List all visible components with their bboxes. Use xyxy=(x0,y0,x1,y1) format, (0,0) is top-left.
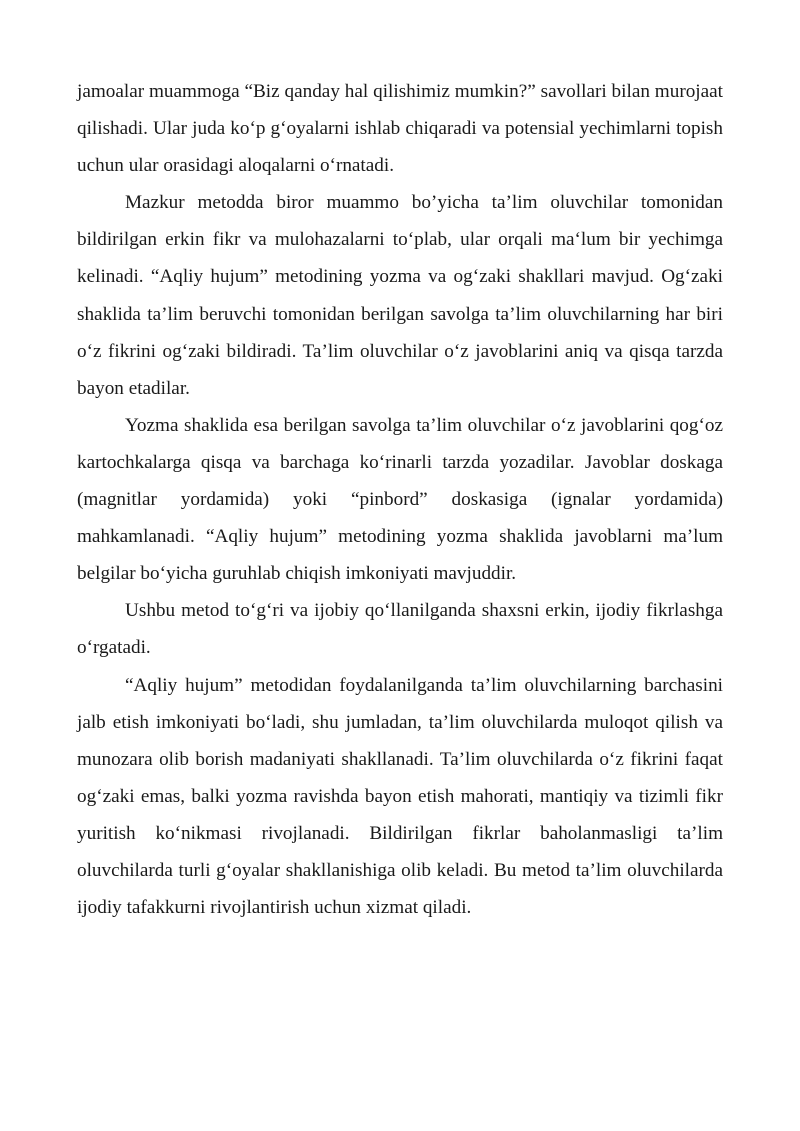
paragraph-method-description: Mazkur metodda biror muammo boʼyicha taʼlim oluvchilar tomonidan bildirilgan erkin fikr va mulohazalarni toʻplab, ular orqali maʻlum bir yechimga kelinadi. “Aqliy hujum” metodining yozma va ogʻzaki shakllari mavjud. Ogʻzaki shaklida taʼlim beruvchi tomonidan berilgan savolga taʼlim oluvchilarning har biri oʻz fikrini ogʻzaki bildiradi. Taʼlim oluvchilar oʻz javoblarini aniq va qisqa tarzda bayon etadilar. xyxy=(77,192,723,399)
paragraph-method-benefit: Ushbu metod toʻgʻri va ijobiy qoʻllanilganda shaxsni erkin, ijodiy fikrlashga oʻrgatadi. xyxy=(77,600,723,659)
paragraph-written-form: Yozma shaklida esa berilgan savolga taʼlim oluvchilar oʻz javoblarini qogʻoz kartochkalarga qisqa va barchaga koʻrinarli tarzda yozadilar. Javoblar doskaga (magnitlar yordamida) yoki “pinbord” doskasiga (ignalar yordamida) mahkamlanadi. “Aqliy hujum” metodining yozma shaklida javoblarni maʼlum belgilar boʻyicha guruhlab chiqish imkoniyati mavjuddir. xyxy=(77,414,723,585)
paragraph-conclusion: “Aqliy hujum” metodidan foydalanilganda taʼlim oluvchilarning barchasini jalb etish imkoniyati boʻladi, shu jumladan, taʼlim oluvchilarda muloqot qilish va munozara olib borish madaniyati shakllanadi. Taʼlim oluvchilarda oʻz fikrini faqat ogʻzaki emas, balki yozma ravishda bayon etish mahorati, mantiqiy va tizimli fikr yuritish koʻnikmasi rivojlanadi. Bildirilgan fikrlar baholanmasligi taʼlim oluvchilarda turli gʻoyalar shakllanishiga olib keladi. Bu metod taʼlim oluvchilarda ijodiy tafakkurni rivojlantirish uchun xizmat qiladi. xyxy=(77,674,723,919)
document-body xyxy=(77,73,723,926)
paragraph-continuation: jamoalar muammoga “Biz qanday hal qilishimiz mumkin?” savollari bilan murojaat qilishadi. Ular juda koʻp gʻoyalarni ishlab chiqaradi va potensial yechimlarni topish uchun ular orasidagi aloqalarni oʻrnatadi. xyxy=(77,81,723,177)
